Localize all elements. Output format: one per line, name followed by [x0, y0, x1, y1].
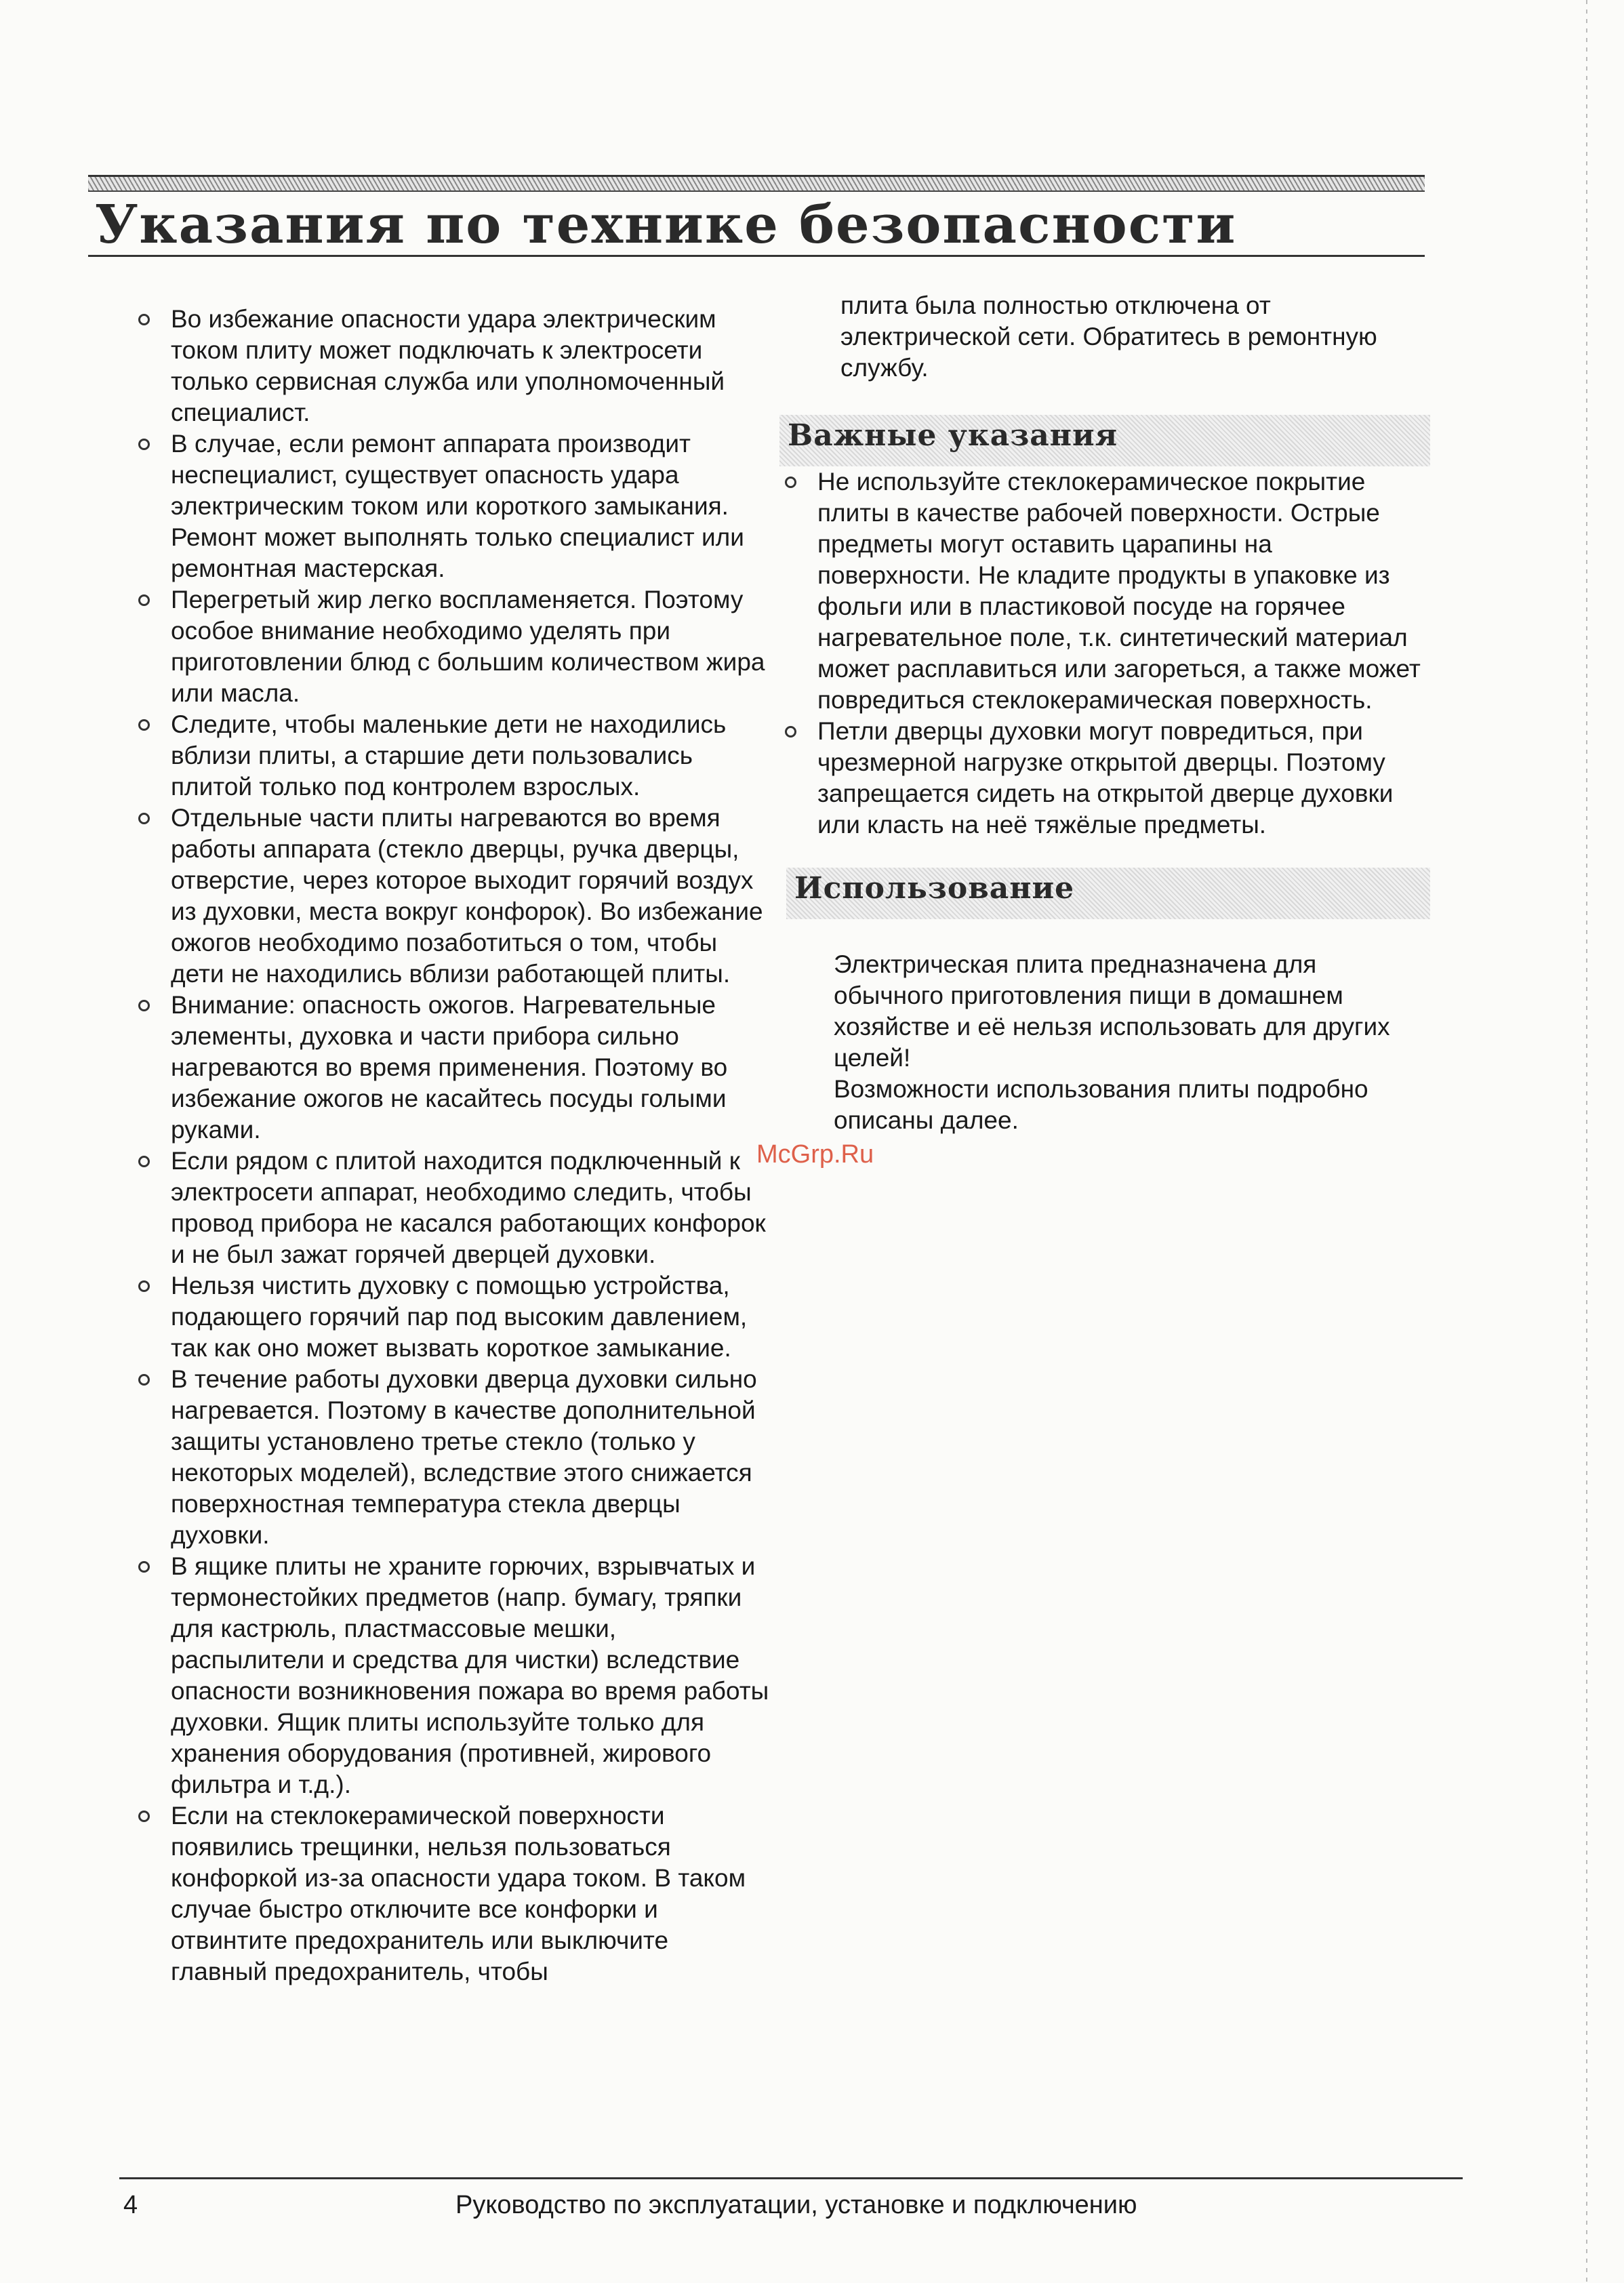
list-item: Петли дверцы духовки могут повредиться, при чрезмерной нагрузке открытой дверцы. Поэтому запрещается сидеть на открытой дверце духовки или класть на неё тяжёлые предметы. [779, 716, 1430, 841]
page-number: 4 [123, 2191, 138, 2219]
footer-text: Руководство по эксплуатации, установке и подключению [455, 2191, 1137, 2219]
bullet-icon [138, 439, 150, 450]
bullet-icon [138, 1280, 150, 1292]
title-underline [88, 255, 1425, 257]
bullet-icon [138, 1561, 150, 1573]
bullet-icon [138, 594, 150, 606]
bullet-icon [138, 1374, 150, 1386]
bullet-icon [138, 314, 150, 325]
bullet-icon [785, 477, 796, 488]
usage-text [834, 949, 1430, 1136]
important-list [779, 466, 1430, 841]
list-item: В случае, если ремонт аппарата производит неспециалист, существует опасность удара электрическим током или короткого замыкания. Ремонт может выполнять только специалист или ремонтная мастерская. [133, 428, 770, 584]
list-item: В течение работы духовки дверца духовки сильно нагревается. Поэтому в качестве дополнительной защиты установлено третье стекло (только у некоторых моделей), вследствие этого снижается поверхностная температура стекла дверцы духовки. [133, 1364, 770, 1551]
footer-rule [119, 2177, 1463, 2179]
usage-paragraph: Возможности использования плиты подробно описаны далее. [834, 1075, 1368, 1134]
safety-list [133, 304, 770, 1987]
left-column [133, 304, 770, 1987]
watermark: McGrp.Ru [756, 1140, 874, 1169]
list-item: Следите, чтобы маленькие дети не находились вблизи плиты, а старшие дети пользовались плитой только под контролем взрослых. [133, 709, 770, 803]
list-item: Если рядом с плитой находится подключенный к электросети аппарат, необходимо следить, чтобы провод прибора не касался работающих конфорок и не был зажат горячей дверцей духовки. [133, 1146, 770, 1270]
bullet-icon [138, 1156, 150, 1167]
list-item: Нельзя чистить духовку с помощью устройства, подающего горячий пар под высоким давлением, так как оно может вызвать короткое замыкание. [133, 1270, 770, 1364]
section-heading-usage [786, 868, 1430, 919]
list-item: Внимание: опасность ожогов. Нагревательные элементы, духовка и части прибора сильно нагреваются во время применения. Поэтому во избежание ожогов не касайтесь посуды голыми руками. [133, 990, 770, 1146]
usage-paragraph: Электрическая плита предназначена для обычного приготовления пищи в домашнем хозяйстве и её нельзя использовать для других целей! [834, 950, 1390, 1072]
bullet-icon [138, 1811, 150, 1822]
list-item: Отдельные части плиты нагреваются во время работы аппарата (стекло дверцы, ручка дверцы, отверстие, через которое выходит горячий воздух из духовки, места вокруг конфорок). Во избежание ожогов необходимо позаботиться о том, чтобы дети не находились вблизи работающей плиты. [133, 803, 770, 990]
scan-edge-line [1586, 0, 1587, 2283]
bullet-icon [785, 726, 796, 738]
bullet-icon [138, 719, 150, 731]
bullet-icon [138, 1000, 150, 1011]
section-heading-text: Использование [794, 871, 1075, 906]
list-item: Во избежание опасности удара электрическим током плиту может подключать к электросети только сервисная служба или уполномоченный специалист. [133, 304, 770, 428]
section-heading-important [779, 415, 1430, 466]
bullet-icon [138, 813, 150, 824]
list-item: В ящике плиты не храните горючих, взрывчатых и термонестойких предметов (напр. бумагу, тряпки для кастрюль, пластмассовые мешки, распылители и средства для чистки) вследствие опасности возникновения пожара во время работы духовки. Ящик плиты используйте только для хранения оборудования (противней, жирового фильтра и т.д.). [133, 1551, 770, 1800]
list-item: Если на стеклокерамической поверхности появились трещинки, нельзя пользоваться конфоркой из-за опасности удара током. В таком случае быстро отключите все конфорки и отвинтите предохранитель или выключите главный предохранитель, чтобы [133, 1800, 770, 1987]
list-item: Не используйте стеклокерамическое покрытие плиты в качестве рабочей поверхности. Острые предметы могут оставить царапины на поверхности. Не кладите продукты в упаковке из фольги или в пластиковой посуде на горячее нагревательное поле, т.к. синтетический материал может расплавиться или загореться, а также может повредиться стеклокерамическая поверхность. [779, 466, 1430, 716]
header-hatched-rule [88, 175, 1425, 192]
list-item: Перегретый жир легко воспламеняется. Поэтому особое внимание необходимо уделять при приготовлении блюд с большим количеством жира или масла. [133, 584, 770, 709]
continuation-text: плита была полностью отключена от электрической сети. Обратитесь в ремонтную службу. [840, 291, 1377, 382]
section-heading-text: Важные указания [788, 418, 1118, 453]
page-title: Указания по технике безопасности [95, 194, 1237, 256]
right-column [779, 290, 1430, 1136]
